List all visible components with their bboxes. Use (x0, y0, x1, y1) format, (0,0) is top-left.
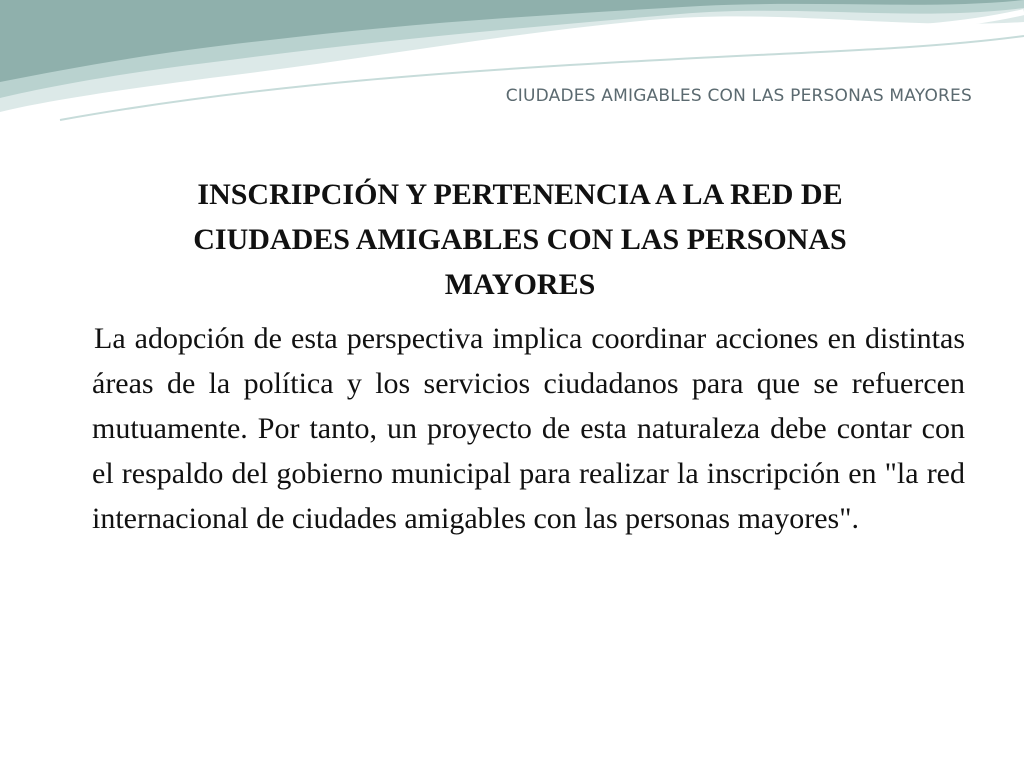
header-title: CIUDADES AMIGABLES CON LAS PERSONAS MAYORES (505, 86, 972, 106)
wave-header-decoration (0, 0, 1024, 130)
heading-line-2: CIUDADES AMIGABLES CON LAS PERSONAS (193, 223, 847, 256)
heading-line-1: INSCRIPCIÓN Y PERTENENCIA A LA RED DE (197, 178, 843, 211)
slide-heading (120, 172, 920, 307)
body-paragraph: La adopción de esta perspectiva implica coordinar acciones en distintas áreas de la política y los servicios ciudadanos para que se refuercen mutuamente. Por tanto, un proyecto de esta naturaleza debe contar con el respaldo del gobierno municipal para realizar la inscripción en "la red internacional de ciudades amigables con las personas mayores". (92, 322, 965, 535)
heading-line-3: MAYORES (444, 268, 596, 301)
